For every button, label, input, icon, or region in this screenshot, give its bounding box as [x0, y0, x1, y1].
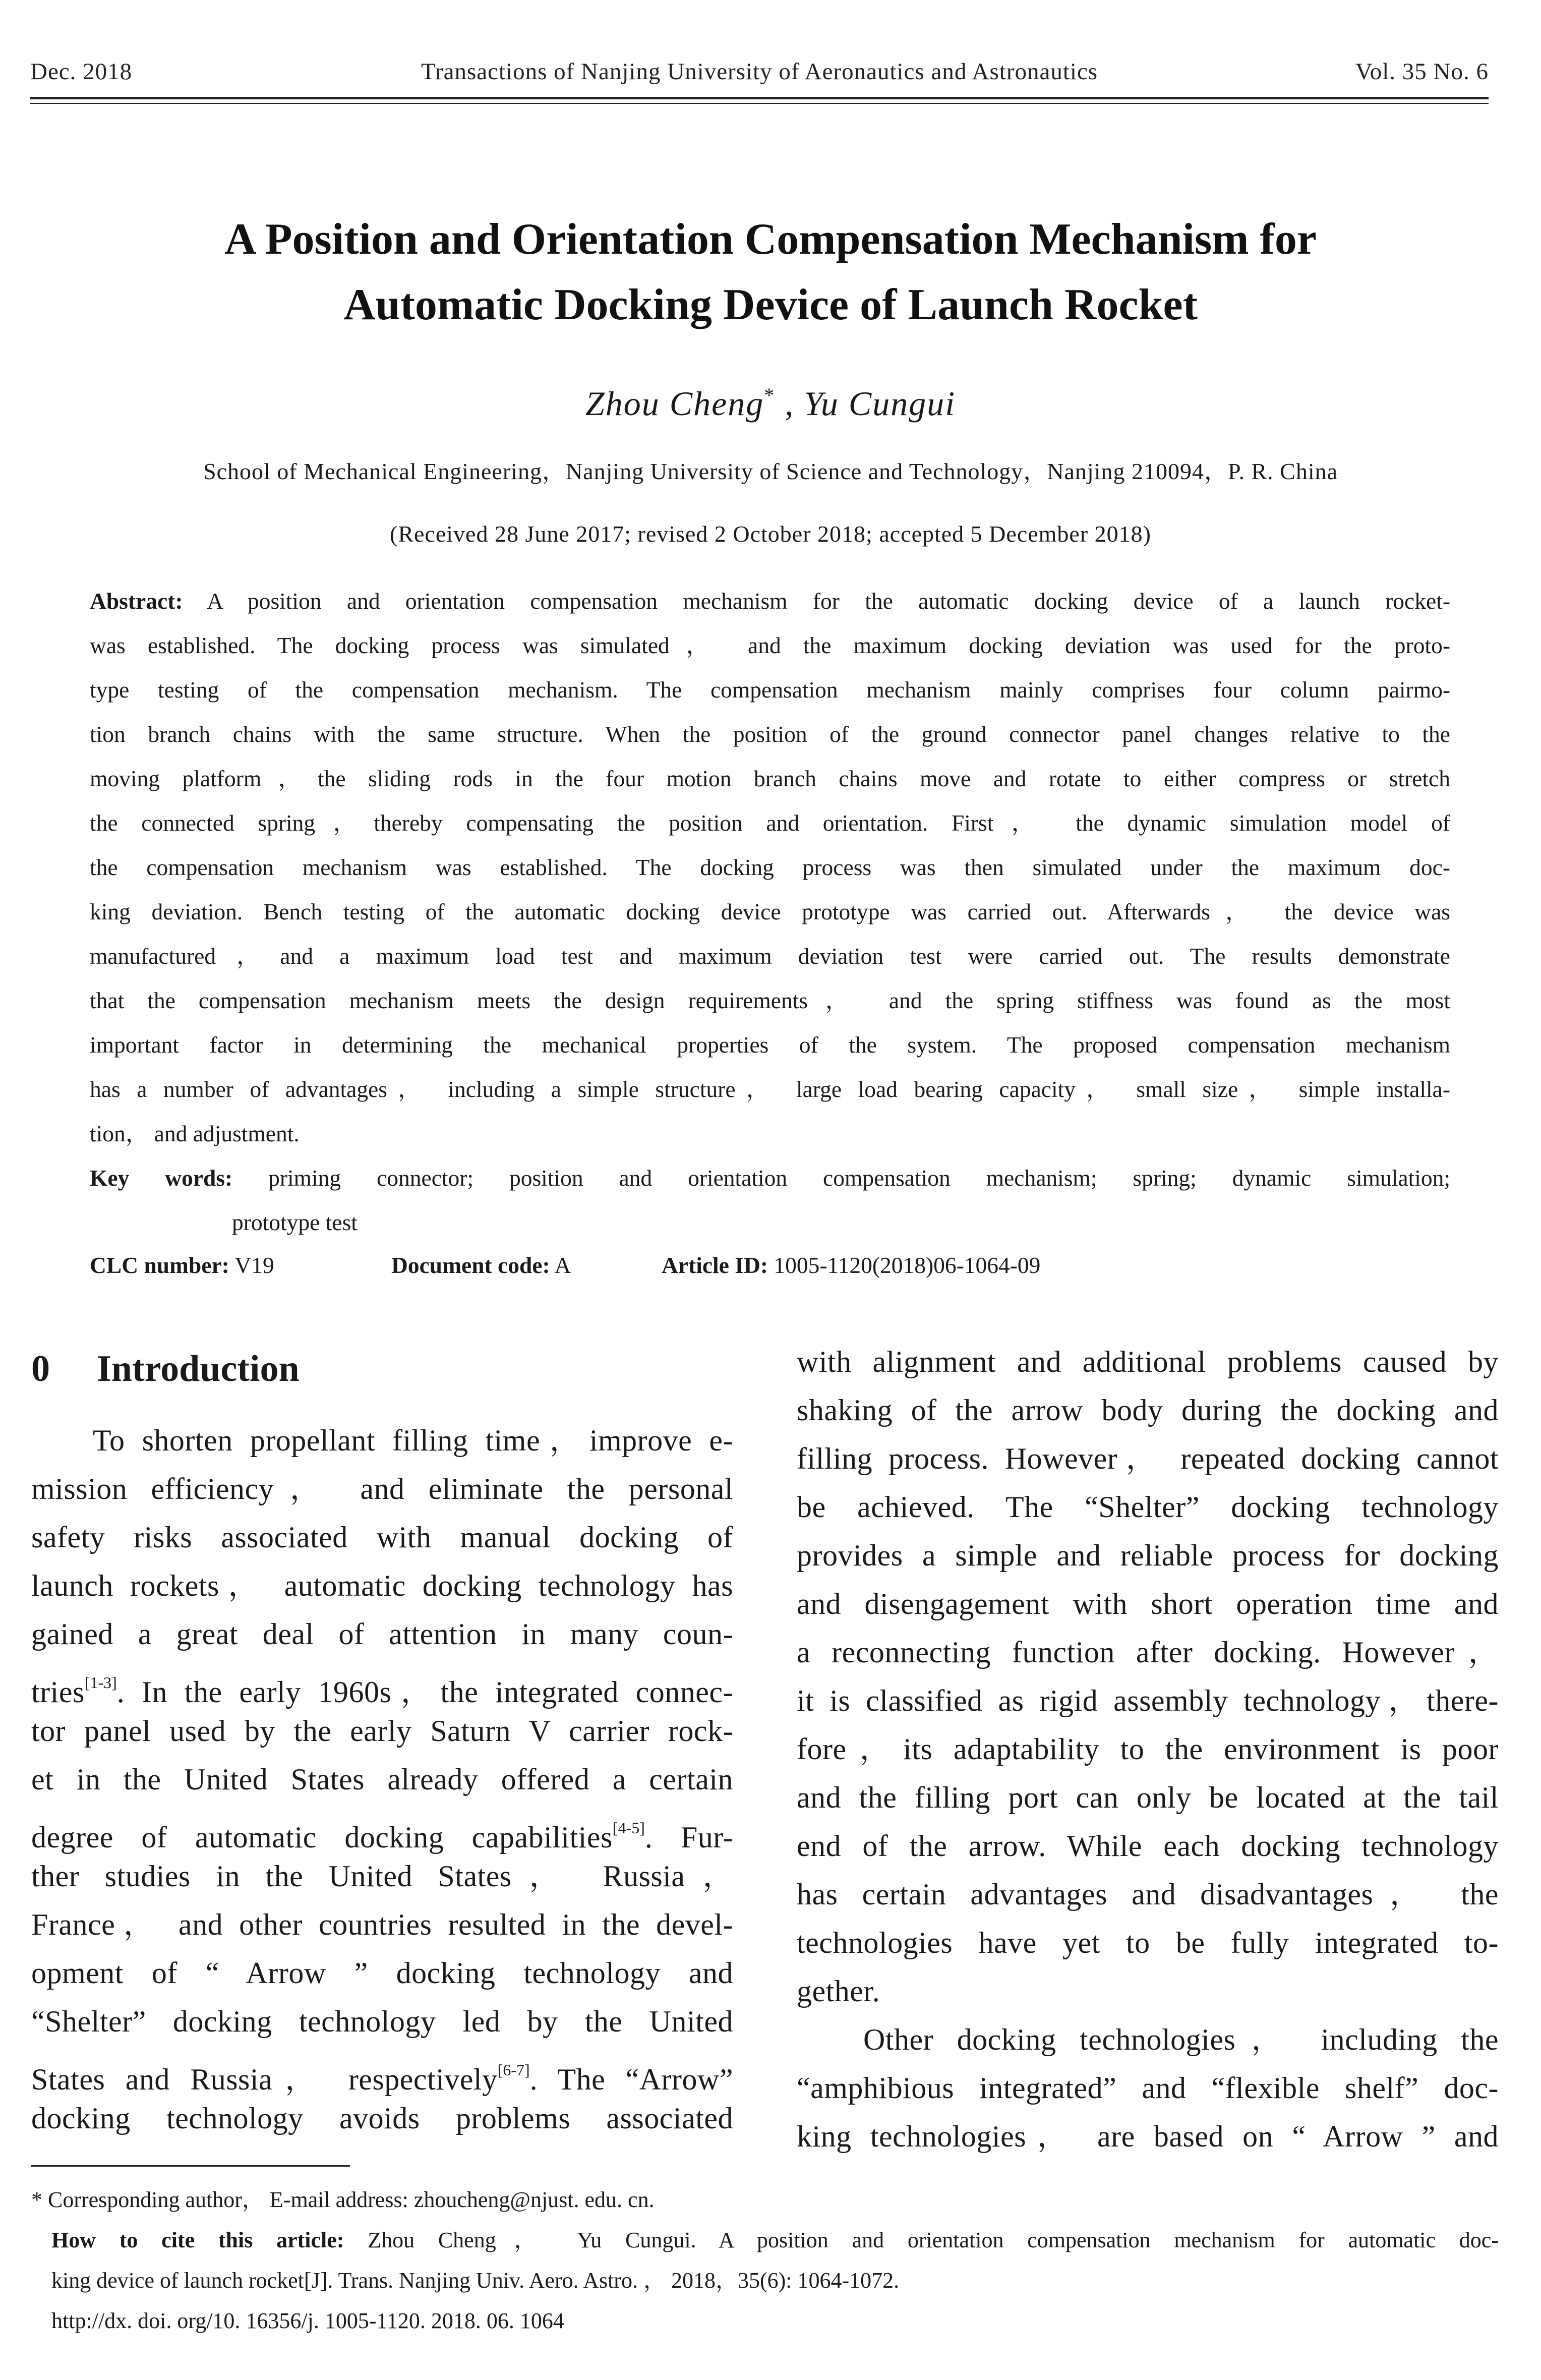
abstract-line — [90, 586, 1450, 616]
author-first: Zhou Cheng — [585, 384, 764, 423]
footnote-rule — [31, 2165, 350, 2167]
citation-ref: [6-7] — [497, 2061, 530, 2079]
running-header — [30, 53, 1489, 88]
doc-code-label: Document code: — [391, 1252, 550, 1278]
how-to-cite-line — [51, 2226, 1499, 2254]
doc-code-value: A — [550, 1252, 571, 1278]
abstract-line: tion branch chains with the same structure. When the position of the ground connector panel changes relative to the — [90, 721, 1450, 747]
body-line: gether. — [797, 1975, 880, 2008]
how-to-cite-continuation: king device of launch rocket[J]. Trans. Nanjing Univ. Aero. Astro. ， 2018，35(6): 1064-1072. — [51, 2268, 900, 2293]
clc-value: V19 — [229, 1252, 274, 1278]
author-separator: , — [775, 384, 804, 423]
body-line: a reconnecting function after docking. However， — [797, 1636, 1499, 1669]
body-line: Other docking technologies， including the — [863, 2023, 1499, 2056]
body-line: mission efficiency， and eliminate the personal — [31, 1472, 733, 1505]
keywords-continuation: prototype test — [232, 1209, 358, 1235]
clc-label: CLC number: — [90, 1252, 229, 1278]
section-number: 0 — [31, 1348, 50, 1389]
body-line — [31, 1808, 733, 1857]
abstract-line: type testing of the compensation mechanism. The compensation mechanism mainly comprises four column pairmo- — [90, 677, 1450, 703]
body-line: launch rockets， automatic docking technology has — [31, 1569, 733, 1602]
keywords-label: Key words: — [90, 1165, 233, 1191]
abstract-line: that the compensation mechanism meets the design requirements， and the spring stiffness was found as the most — [90, 988, 1450, 1013]
corresponding-mark: * — [764, 384, 776, 407]
body-line: it is classified as rigid assembly technology，there- — [797, 1684, 1499, 1717]
title-line-2: Automatic Docking Device of Launch Rocket — [343, 280, 1198, 329]
header-journal: Transactions of Nanjing University of Aeronautics and Astronautics — [421, 59, 1098, 85]
abstract-line: king deviation. Bench testing of the automatic docking device prototype was carried out. Afterwards， the device was — [90, 899, 1450, 924]
keywords-line — [90, 1163, 1450, 1193]
citation-ref: [4-5] — [612, 1819, 645, 1837]
corresponding-author-note: * Corresponding author， E-mail address: zhoucheng@njust. edu. cn. — [31, 2187, 655, 2212]
abstract-first-line: A position and orientation compensation mechanism for the automatic docking device of a launch rocket- — [183, 588, 1450, 614]
how-to-cite-label: How to cite this article: — [51, 2228, 344, 2252]
abstract-line: the compensation mechanism was established. The docking process was then simulated under the maximum doc- — [90, 854, 1450, 880]
abstract-line: moving platform，the sliding rods in the four motion branch chains move and rotate to either compress or stretch — [90, 766, 1450, 791]
received-dates: (Received 28 June 2017; revised 2 October 2018; accepted 5 December 2018) — [390, 521, 1151, 547]
abstract-line: tion， and adjustment. — [90, 1121, 300, 1146]
body-line: tor panel used by the early Saturn V carrier rock- — [31, 1714, 733, 1748]
body-line: ther studies in the United States， Russia， — [31, 1860, 733, 1893]
author-second: Yu Cungui — [804, 384, 956, 423]
body-line — [31, 1662, 733, 1712]
body-line: opment of “ Arrow ” docking technology and — [31, 1956, 733, 1990]
article-id-value: 1005-1120(2018)06-1064-09 — [767, 1252, 1041, 1278]
abstract-line: was established. The docking process was simulated， and the maximum docking deviation was used for the proto- — [90, 632, 1450, 658]
body-text: . In the early 1960s，the integrated connec- — [116, 1675, 733, 1709]
doi-link[interactable]: http://dx. doi. org/10. 16356/j. 1005-1120. 2018. 06. 1064 — [51, 2308, 564, 2333]
section-heading — [31, 1348, 300, 1390]
paper-title — [61, 207, 1480, 338]
body-line: To shorten propellant filling time，improve e- — [93, 1424, 733, 1457]
body-text: tries — [31, 1675, 85, 1709]
body-line: safety risks associated with manual docking of — [31, 1521, 733, 1554]
article-id-label: Article ID: — [662, 1252, 768, 1278]
article-id — [662, 1252, 1040, 1279]
body-line: be achieved. The “Shelter” docking technology — [797, 1490, 1499, 1524]
body-line: docking technology avoids problems associated — [31, 2102, 733, 2135]
header-volume: Vol. 35 No. 6 — [1355, 59, 1489, 85]
body-line: filling process. However， repeated docking cannot — [797, 1442, 1499, 1475]
body-line: and the filling port can only be located at the tail — [797, 1781, 1499, 1814]
body-line: “Shelter” docking technology led by the United — [31, 2005, 733, 2038]
body-line: end of the arrow. While each docking technology — [797, 1829, 1499, 1863]
section-title: Introduction — [97, 1348, 300, 1389]
abstract-line: the connected spring，thereby compensating the position and orientation. First， the dynamic simulation model of — [90, 810, 1450, 836]
body-text: States and Russia， respectively — [31, 2063, 498, 2096]
body-line: provides a simple and reliable process for docking — [797, 1539, 1499, 1572]
body-text: . The “Arrow” — [529, 2063, 733, 2096]
affiliation: School of Mechanical Engineering，Nanjing University of Science and Technology，Nanjing 210094，P. R. China — [203, 458, 1338, 484]
body-line: gained a great deal of attention in many coun- — [31, 1617, 733, 1651]
title-line-1: A Position and Orientation Compensation Mechanism for — [224, 215, 1317, 264]
header-date: Dec. 2018 — [30, 59, 133, 85]
body-line: shaking of the arrow body during the docking and — [797, 1394, 1499, 1427]
body-line: king technologies， are based on “ Arrow ” and — [797, 2120, 1499, 2153]
body-line: technologies have yet to be fully integrated to- — [797, 1926, 1499, 1959]
body-line: “amphibious integrated” and “flexible shelf” doc- — [797, 2071, 1499, 2105]
abstract-label: Abstract: — [90, 588, 183, 614]
body-line — [31, 2050, 733, 2100]
body-line: has certain advantages and disadvantages， the — [797, 1878, 1499, 1911]
body-line: France， and other countries resulted in the devel- — [31, 1908, 733, 1941]
abstract-line: important factor in determining the mechanical properties of the system. The proposed compensation mechanism — [90, 1032, 1450, 1058]
citation-ref: [1-3] — [84, 1673, 117, 1692]
keywords-text: priming connector; position and orientation compensation mechanism; spring; dynamic simulation; — [232, 1165, 1450, 1191]
header-rule-thin — [30, 103, 1489, 104]
body-line: and disengagement with short operation time and — [797, 1587, 1499, 1620]
body-text: . Fur- — [644, 1821, 733, 1854]
author-list — [0, 383, 1541, 424]
body-text: degree of automatic docking capabilities — [31, 1821, 613, 1854]
abstract-line: manufactured，and a maximum load test and maximum deviation test were carried out. The results demonstrate — [90, 943, 1450, 969]
abstract-line: has a number of advantages， including a simple structure， large load bearing capacity， small size， simple installa- — [90, 1076, 1450, 1102]
body-line: fore，its adaptability to the environment is poor — [797, 1732, 1499, 1766]
body-line: et in the United States already offered a certain — [31, 1763, 733, 1796]
how-to-cite-text: Zhou Cheng， Yu Cungui. A position and orientation compensation mechanism for automatic doc- — [344, 2228, 1499, 2252]
clc-number — [90, 1252, 274, 1279]
header-rule-thick — [30, 97, 1489, 99]
body-line: with alignment and additional problems caused by — [797, 1345, 1499, 1378]
document-code — [391, 1252, 571, 1279]
